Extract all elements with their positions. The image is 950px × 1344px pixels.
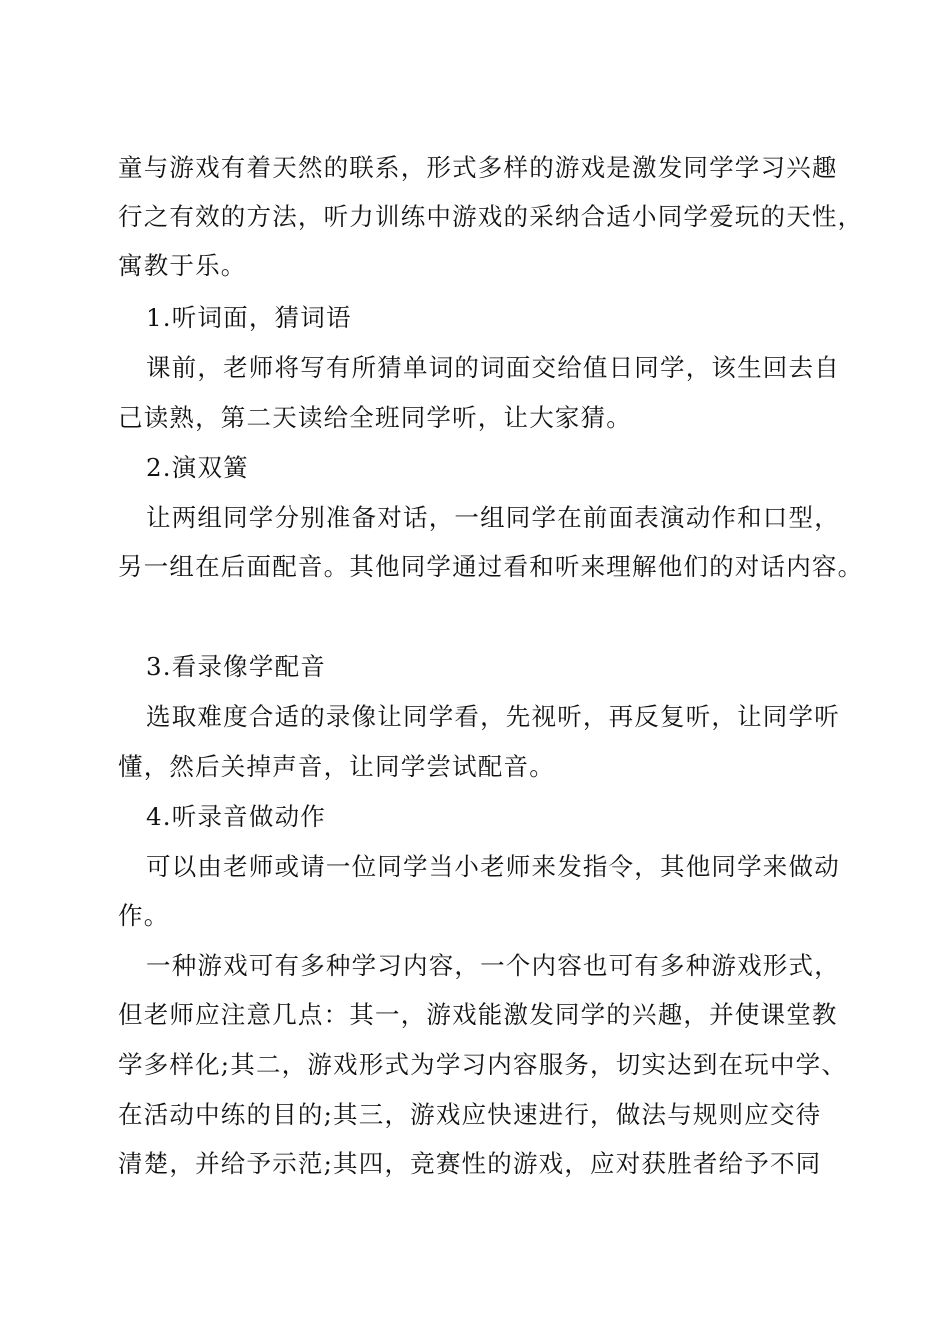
paragraph-line: 己读熟，第二天读给全班同学听，让大家猜。: [118, 403, 632, 432]
paragraph-line: 作。: [118, 901, 170, 930]
paragraph-line: 选取难度合适的录像让同学看，先视听，再反复听，让同学听: [146, 702, 840, 731]
paragraph-line: 课前，老师将写有所猜单词的词面交给值日同学，该生回去自: [146, 353, 840, 382]
paragraph-line: 懂，然后关掉声音，让同学尝试配音。: [118, 752, 555, 781]
paragraph-line: 童与游戏有着天然的联系，形式多样的游戏是激发同学学习兴趣: [118, 153, 838, 182]
paragraph-line: 在活动中练的目的;其三，游戏应快速进行，做法与规则应交待: [118, 1100, 822, 1129]
paragraph-line: 行之有效的方法，听力训练中游戏的采纳合适小同学爱玩的天性，: [118, 202, 864, 231]
paragraph-line: 寓教于乐。: [118, 251, 247, 280]
paragraph-line: 可以由老师或请一位同学当小老师来发指令，其他同学来做动: [146, 852, 840, 881]
paragraph-line: 让两组同学分别准备对话，一组同学在前面表演动作和口型，: [146, 503, 840, 532]
section-heading: 4.听录音做动作: [146, 802, 326, 831]
paragraph-line: 一种游戏可有多种学习内容，一个内容也可有多种游戏形式，: [146, 951, 840, 980]
section-heading: 3.看录像学配音: [146, 652, 326, 681]
paragraph-line: 另一组在后面配音。其他同学通过看和听来理解他们的对话内容。: [118, 552, 864, 581]
section-heading: 1.听词面，猜词语: [146, 303, 352, 332]
paragraph-line: 清楚，并给予示范;其四，竞赛性的游戏，应对获胜者给予不同: [118, 1149, 822, 1178]
section-heading: 2.演双簧: [146, 453, 249, 482]
paragraph-line: 学多样化;其二，游戏形式为学习内容服务，切实达到在玩中学、: [118, 1050, 848, 1079]
paragraph-line: 但老师应注意几点：其一，游戏能激发同学的兴趣，并使课堂教: [118, 1000, 838, 1029]
